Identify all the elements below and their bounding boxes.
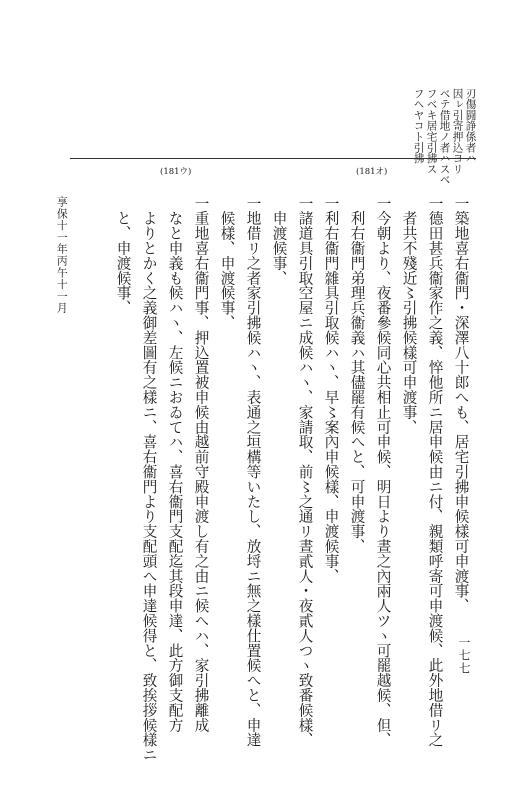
header-rule	[70, 158, 476, 159]
note-line-3: ベテ借地ノ者ハスベ	[438, 88, 451, 186]
body-line-4: 一今朝より、夜番參候同心共相止可申候、明日より晝之內兩人ツヽ可罷越候、但、	[374, 196, 392, 748]
note-line-4: フベキ居宅引拂ス	[425, 88, 438, 175]
body-line-8: 申渡候事、	[270, 196, 288, 286]
folio-marker-right: (181オ)	[356, 167, 388, 177]
body-line-5: 利右衞門弟理兵衞義ハ其儘罷有候へと、可申渡事、	[348, 196, 366, 554]
body-line-10: 候樣、申渡候事、	[218, 196, 236, 331]
body-line-6: 一利右衞門雜具引取候ハヽ、早〻案內申候樣、申渡候事、	[322, 196, 340, 584]
body-line-12: なと申義も候ハヽ、左候ニおゐてハ、喜右衞門支配迄其段申達、此方御支配方	[166, 196, 184, 733]
body-line-7: 一諸道具引取空屋ニ成候ハヽ、家請取、前〻之通リ晝貳人・夜貳人つヽ致番候樣、	[296, 196, 314, 748]
body-line-11: 一重地喜右衞門事、押込置被申候由越前守殿申渡し有之由ニ候へハ、家引拂離成	[192, 196, 210, 733]
body-line-14: と、申渡候事、	[114, 196, 132, 316]
folio-marker-left: (181ウ)	[160, 167, 192, 177]
page-number: 一七七	[457, 636, 471, 675]
running-footer: 享保十一年丙午十一月	[55, 196, 69, 314]
body-line-3: 者共不殘近〻引拂候樣可申渡事、	[400, 196, 418, 435]
body-line-1: 一築地喜右衞門・深澤八十郎へも、居宅引拂申候樣可申渡事、	[452, 196, 470, 614]
body-line-2: 一德田甚兵衞家作之義、悴他所ニ居申候由ニ付、親類呼寄可申渡候、此外地借リ之	[426, 196, 444, 748]
body-line-9: 一地借リ之者家引拂候ハヽ、表通之垣構等いたし、放埒ニ無之樣仕置候へと、申達	[244, 196, 262, 748]
note-line-2: 因ㇾ引寄押込ヨリ	[451, 88, 464, 175]
note-line-1: 刃傷闘諍係者ハ	[464, 88, 477, 164]
body-line-13: よりとかく之義御差圖有之樣ニ、喜右衞門より支配頭へ申達候得と、致挨拶候樣ニ	[140, 196, 158, 763]
note-line-5: フヘヤコト引拂	[412, 88, 425, 164]
